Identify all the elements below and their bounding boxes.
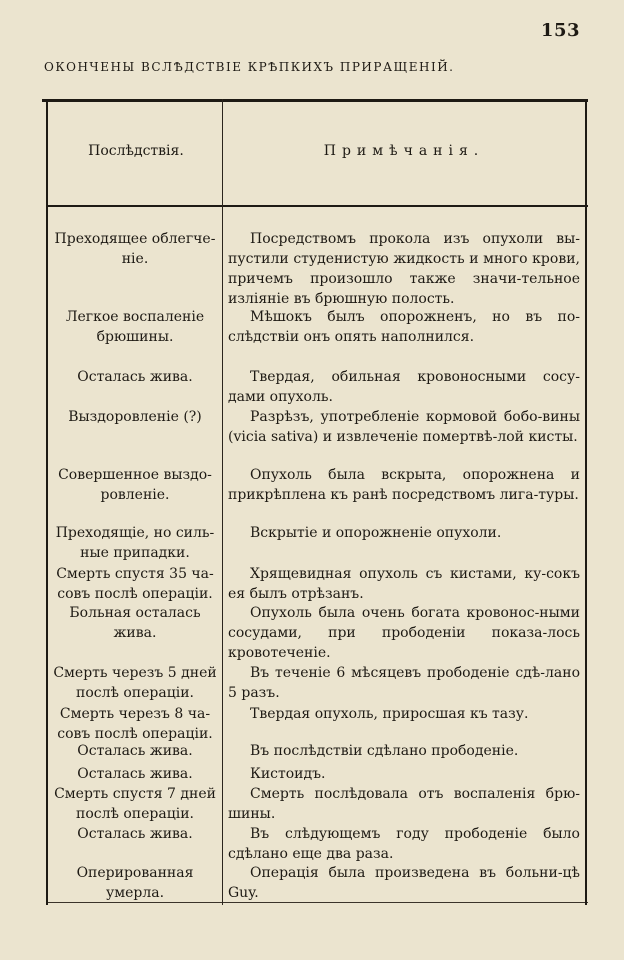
row-15-outcome: Оперированная умерла.: [76, 865, 194, 901]
page-number: 153: [540, 20, 580, 41]
running-head: ОКОНЧЕНЫ ВСЛѢДСТВІЕ КРѢПКИХЪ ПРИРАЩЕНІЙ.: [44, 60, 455, 74]
row-5-outcome: Совершенное выздо-ровленіе.: [58, 467, 212, 503]
row-5-note: Опухоль была вскрыта, опорожнена и прикрѣплена къ ранѣ посредствомъ лига-туры.: [228, 467, 580, 503]
row-2-note: Мѣшокъ былъ опорожненъ, но въ по-слѣдствіи онъ опять наполнился.: [228, 309, 580, 345]
row-3-outcome: Осталась жива.: [77, 369, 193, 385]
row-7-outcome: Смерть спустя 35 ча-совъ послѣ операціи.: [56, 566, 214, 602]
row-4-outcome: Выздоровленіе (?): [68, 409, 202, 425]
row-11-outcome: Осталась жива.: [77, 743, 193, 759]
table-left-border: [46, 99, 48, 905]
row-15-note: Операція была произведена въ больни-цѣ Guy.: [228, 865, 580, 901]
table-right-border: [585, 99, 587, 905]
table-column-divider: [222, 99, 223, 905]
row-4-note: Разрѣзъ, употребленіе кормовой бобо-вины (vicia sativa) и извлеченіе помертвѣ-лой кисты.: [228, 409, 580, 445]
row-9-note: Въ теченіе 6 мѣсяцевъ прободеніе сдѣ-лано 5 разъ.: [228, 665, 580, 701]
row-6-outcome: Преходящіе, но силь-ные припадки.: [55, 525, 215, 561]
header-outcomes: Послѣдствія.: [88, 143, 184, 159]
row-11-note: Въ послѣдствіи сдѣлано прободеніе.: [250, 743, 519, 759]
row-10-outcome: Смерть черезъ 8 ча-совъ послѣ операціи.: [57, 706, 213, 742]
row-12-note: Кистоидъ.: [250, 766, 326, 782]
row-7-note: Хрящевидная опухоль съ кистами, ку-сокъ ея былъ отрѣзанъ.: [228, 566, 580, 602]
outcomes-table: [42, 99, 588, 905]
row-14-note: Въ слѣдующемъ году прободеніе было сдѣлано еще два раза.: [228, 826, 580, 862]
table-top-rule: [42, 99, 588, 102]
row-1-outcome: Преходящее облегче-ніе.: [54, 231, 216, 267]
row-9-outcome: Смерть черезъ 5 дней послѣ операціи.: [53, 665, 217, 701]
row-2-outcome: Легкое воспаленіе брюшины.: [65, 309, 205, 345]
row-6-note: Вскрытіе и опорожненіе опухоли.: [250, 525, 502, 541]
row-3-note: Твердая, обильная кровоносными сосу-дами опухоль.: [228, 369, 580, 405]
table-header-rule: [46, 205, 588, 207]
row-1-note: Посредствомъ прокола изъ опухоли вы-пустили студенистую жидкость и много крови, причемъ произошло также значи-тельное изліяніе въ брюшную полость.: [228, 231, 580, 307]
row-8-note: Опухоль была очень богата кровонос-ными сосудами, при прободеніи показа-лось кровотеченіе.: [228, 605, 580, 661]
row-13-note: Смерть послѣдовала отъ воспаленія брю-шины.: [228, 786, 580, 822]
row-10-note: Твердая опухоль, приросшая къ тазу.: [250, 706, 529, 722]
row-14-outcome: Осталась жива.: [77, 826, 193, 842]
row-13-outcome: Смерть спустя 7 дней послѣ операціи.: [54, 786, 216, 822]
row-8-outcome: Больная осталась жива.: [69, 605, 201, 641]
row-12-outcome: Осталась жива.: [77, 766, 193, 782]
header-notes: Примѣчанія.: [323, 143, 485, 159]
